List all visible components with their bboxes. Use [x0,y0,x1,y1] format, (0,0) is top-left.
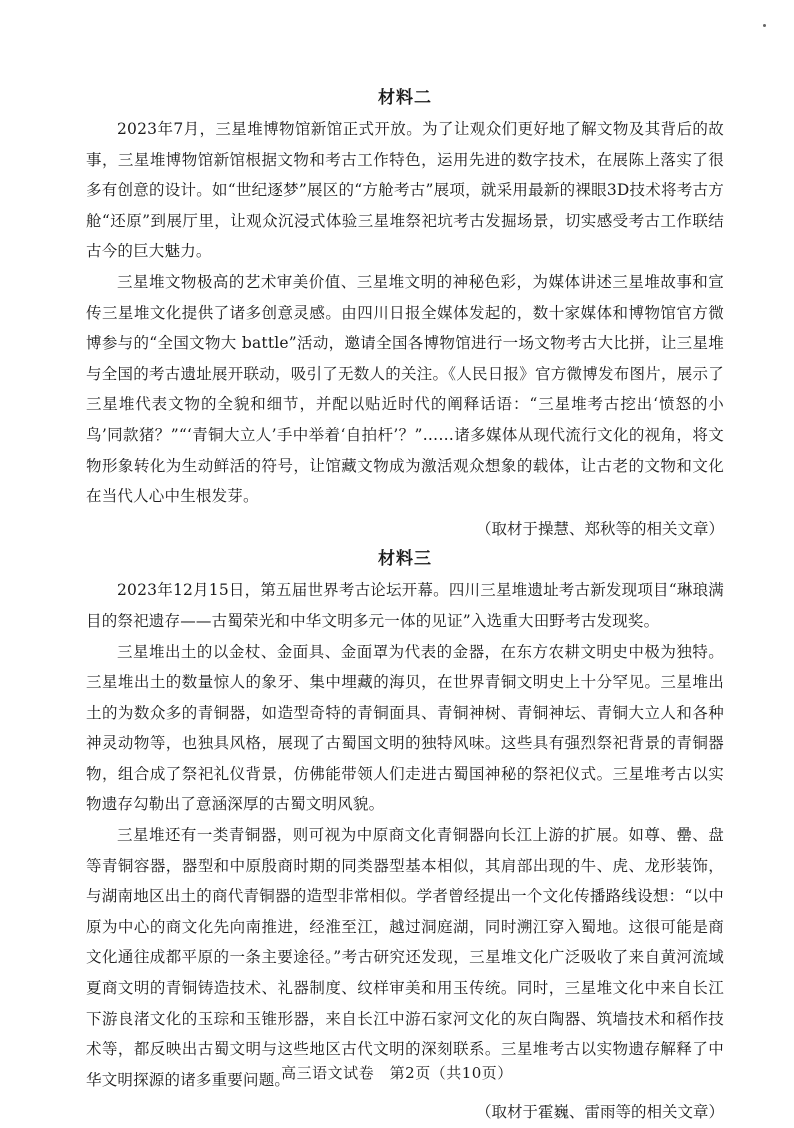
page-footer: 高三语文试卷 第2页（共10页） [281,1064,513,1082]
material-two-source: （取材于操慧、郑秋等的相关文章） [475,519,724,538]
material-two-paragraph-2: 三星堆文物极高的艺术审美价值、三星堆文明的神秘色彩，为媒体讲述三星堆故事和宣传三星堆文化提供了诸多创意灵感。由四川日报全媒体发起的，数十家媒体和博物馆官方微博参与的“全国文物大 battle”活动，邀请全国各博物馆进行一场文物考古大比拼，让三星堆与全国的考古遗址展开联动，吸引了无数人的关注。《人民日报》官方微博发布图片，展示了三星堆代表文物的全貌和细节，并配以贴近时代的阐释话语：“三星堆考古挖出‘愤怒的小鸟’同款猪？”“‘青铜大立人’手中举着‘自拍杆’？”……诸多媒体从现代流行文化的视角，将文物形象转化为生动鲜活的符号，让馆藏文物成为激活观众想象的载体，让古老的文物和文化在当代人心中生根发芽。 [86,272,724,506]
material-two [86,83,724,544]
scan-mark [763,24,766,27]
material-three-source: （取材于霍巍、雷雨等的相关文章） [475,1103,724,1122]
material-three-paragraph-3: 三星堆还有一类青铜器，则可视为中原商文化青铜器向长江上游的扩展。如尊、罍、盘等青铜容器，器型和中原殷商时期的同类器型基本相似，其肩部出现的牛、虎、龙形装饰，与湖南地区出土的商代青铜器的造型非常相似。学者曾经提出一个文化传播路线设想：“以中原为中心的商文化先向南推进，经淮至江，越过洞庭湖，同时溯江穿入蜀地。这很可能是商文化通往成都平原的一条主要途径。”考古研究还发现，三星堆文化广泛吸收了来自黄河流域夏商文明的青铜铸造技术、礼器制度、纹样审美和用玉传统。同时，三星堆文化中来自长江下游良渚文化的玉琮和玉锥形器，来自长江中游石家河文化的灰白陶器、筑墙技术和稻作技术等，都反映出古蜀文明与这些地区古代文明的深刻联系。三星堆考古以实物遗存解释了中华文明探源的诸多重要问题。 [86,826,724,1089]
material-two-paragraph-1: 2023年7月，三星堆博物馆新馆正式开放。为了让观众们更好地了解文物及其背后的故事，三星堆博物馆新馆根据文物和考古工作特色，运用先进的数字技术，在展陈上落实了很多有创意的设计。如“世纪逐梦”展区的“方舱考古”展项，就采用最新的裸眼3D技术将考古方舱“还原”到展厅里，让观众沉浸式体验三星堆祭祀坑考古发掘场景，切实感受考古工作联结古今的巨大魅力。 [86,120,724,261]
material-three [86,544,724,1128]
material-two-heading: 材料二 [378,88,432,108]
material-three-heading: 材料三 [378,549,432,570]
material-three-paragraph-1: 2023年12月15日，第五届世界考古论坛开幕。四川三星堆遗址考古新发现项目“琳琅满目的祭祀遗存——古蜀荣光和中华文明多元一体的见证”入选重大田野考古发现奖。 [86,581,724,630]
page-content [86,83,724,1128]
material-three-paragraph-2: 三星堆出土的以金杖、金面具、金面罩为代表的金器，在东方农耕文明史中极为独特。三星堆出土的数量惊人的象牙、集中埋藏的海贝，在世界青铜文明史上十分罕见。三星堆出土的为数众多的青铜器，如造型奇特的青铜面具、青铜神树、青铜神坛、青铜大立人和各种神灵动物等，也独具风格，展现了古蜀国文明的独特风味。这些具有强烈祭祀背景的青铜器物，组合成了祭祀礼仪背景，仿佛能带领人们走进古蜀国神秘的祭祀仪式。三星堆考古以实物遗存勾勒出了意涵深厚的古蜀文明风貌。 [86,642,724,814]
